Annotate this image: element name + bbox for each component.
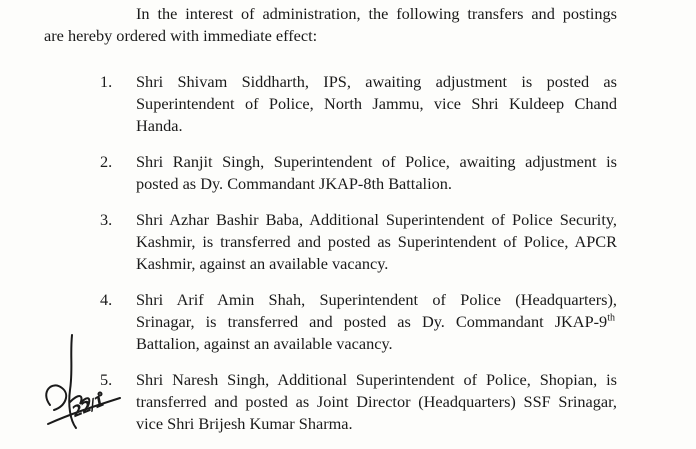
item-line [136,174,617,194]
item-text: Superintendent of Police, North Jammu, vice Shri Kuldeep Chand [136,94,617,113]
item-number: 1. [100,72,113,91]
item-text: transferred and posted as Joint Director (Headquarters) SSF Srinagar, [136,392,617,411]
item-text: Kashmir, against an available vacancy. [136,254,389,273]
item-line [136,414,617,434]
item-line [136,254,617,274]
item-text: Shri Arif Amin Shah, Superintendent of Police (Headquarters), [136,290,617,309]
signature [40,330,150,440]
item-text: Battalion, against an available vacancy. [136,334,393,353]
item-number: 2. [100,152,113,171]
item-text: Handa. [136,116,183,135]
item-line [136,210,617,230]
item-line [136,72,617,92]
item-text: Kashmir, is transferred and posted as Superintendent of Police, APCR [136,232,617,251]
item-line [136,370,617,390]
superscript: th [607,312,615,324]
item-line [136,94,617,114]
item-text: vice Shri Brijesh Kumar Sharma. [136,414,353,433]
item-number: 5. [100,370,113,389]
item-text: posted as Dy. Commandant JKAP-8th Battalion. [136,174,452,193]
item-line [136,116,617,136]
item-number: 4. [100,290,113,309]
item-line [136,334,617,354]
item-line [136,290,617,310]
signature-date: 22/1 [69,392,107,421]
intro-line [136,4,617,24]
intro-line: are hereby ordered with immediate effect: [44,26,318,45]
item-line [136,392,617,412]
item-number: 3. [100,210,113,229]
item-line [136,232,617,252]
item-text: Srinagar, is transferred and posted as Dy. Commandant JKAP-9 [136,312,608,331]
item-text: Shri Azhar Bashir Baba, Additional Superintendent of Police Security, [136,210,617,229]
item-line [136,312,617,332]
item-text: Shri Ranjit Singh, Superintendent of Police, awaiting adjustment is [136,152,617,171]
item-text: Shri Naresh Singh, Additional Superintendent of Police, Shopian, is [136,370,617,389]
item-line [136,152,617,172]
item-text: Shri Shivam Siddharth, IPS, awaiting adjustment is posted as [136,72,617,91]
intro-text: In the interest of administration, the following transfers and postings [136,4,617,23]
